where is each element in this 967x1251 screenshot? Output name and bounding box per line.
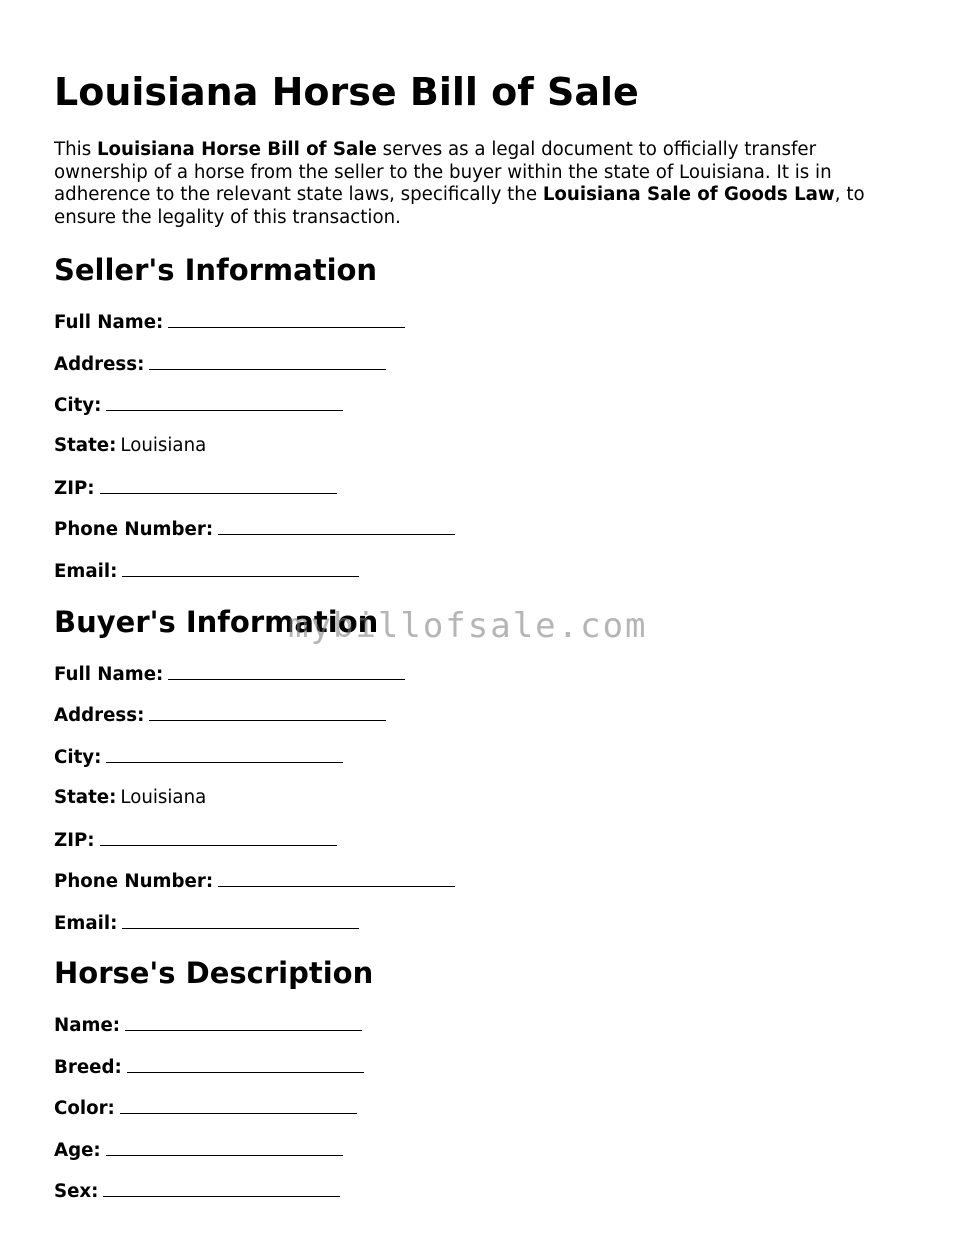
buyer-phone-label: Phone Number: xyxy=(54,871,214,892)
seller-phone-label: Phone Number: xyxy=(54,519,214,540)
horse-name-label: Name: xyxy=(54,1015,121,1036)
buyer-email-field xyxy=(54,911,359,936)
buyer-zip-label: ZIP: xyxy=(54,830,95,851)
seller-email-field xyxy=(54,559,359,584)
seller-address-field xyxy=(54,352,386,377)
buyer-city-field xyxy=(54,745,343,770)
intro-text-3: , to ensure the legality of this transaction. xyxy=(54,184,865,228)
seller-zip-label: ZIP: xyxy=(54,478,95,499)
seller-city-blank[interactable] xyxy=(106,393,343,411)
seller-state-value: Louisiana xyxy=(120,435,207,456)
seller-city-field xyxy=(54,393,343,418)
horse-heading: Horse's Description xyxy=(54,956,374,990)
seller-zip-blank[interactable] xyxy=(100,476,337,494)
horse-name-blank[interactable] xyxy=(125,1013,362,1031)
seller-phone-field xyxy=(54,517,455,542)
intro-bold-2: Louisiana Sale of Goods Law xyxy=(542,184,835,206)
seller-email-blank[interactable] xyxy=(122,559,359,577)
horse-age-blank[interactable] xyxy=(106,1138,343,1156)
buyer-address-field xyxy=(54,703,386,728)
seller-heading: Seller's Information xyxy=(54,253,378,287)
buyer-state-value: Louisiana xyxy=(120,787,207,808)
watermark: mybillofsale.com xyxy=(288,606,648,646)
horse-breed-label: Breed: xyxy=(54,1057,122,1078)
buyer-city-label: City: xyxy=(54,747,102,768)
intro-text-2: serves as a legal document to officially transfer ownership of a horse from the seller to the buyer within the state of Louisiana. It is in adherence to the relevant state laws, specifically the xyxy=(54,139,832,206)
buyer-full-name-blank[interactable] xyxy=(168,662,405,680)
seller-full-name-blank[interactable] xyxy=(168,310,405,328)
buyer-zip-field xyxy=(54,828,337,853)
buyer-full-name-label: Full Name: xyxy=(54,664,164,685)
seller-phone-blank[interactable] xyxy=(218,517,455,535)
buyer-email-label: Email: xyxy=(54,913,118,934)
seller-zip-field xyxy=(54,476,337,501)
intro-bold-1: Louisiana Horse Bill of Sale xyxy=(96,139,377,160)
horse-sex-label: Sex: xyxy=(54,1181,99,1202)
document-title: Louisiana Horse Bill of Sale xyxy=(54,70,639,114)
intro-text-1: This xyxy=(54,139,97,160)
seller-address-blank[interactable] xyxy=(149,352,386,370)
buyer-email-blank[interactable] xyxy=(122,911,359,929)
buyer-phone-blank[interactable] xyxy=(218,869,455,887)
horse-color-label: Color: xyxy=(54,1098,115,1119)
buyer-state-field xyxy=(54,786,206,810)
buyer-full-name-field xyxy=(54,662,405,687)
horse-age-label: Age: xyxy=(54,1140,101,1161)
buyer-heading: Buyer's Information xyxy=(54,605,379,639)
seller-full-name-field xyxy=(54,310,405,335)
horse-sex-field xyxy=(54,1179,340,1204)
intro-paragraph xyxy=(54,139,914,229)
buyer-state-label: State: xyxy=(54,787,117,808)
buyer-phone-field xyxy=(54,869,455,894)
seller-email-label: Email: xyxy=(54,561,118,582)
seller-address-label: Address: xyxy=(54,354,145,375)
horse-color-field xyxy=(54,1096,357,1121)
horse-name-field xyxy=(54,1013,362,1038)
seller-state-label: State: xyxy=(54,435,117,456)
buyer-address-blank[interactable] xyxy=(149,703,386,721)
seller-full-name-label: Full Name: xyxy=(54,312,164,333)
horse-breed-blank[interactable] xyxy=(127,1055,364,1073)
horse-color-blank[interactable] xyxy=(120,1096,357,1114)
seller-state-field xyxy=(54,434,206,458)
buyer-address-label: Address: xyxy=(54,705,145,726)
buyer-city-blank[interactable] xyxy=(106,745,343,763)
seller-city-label: City: xyxy=(54,395,102,416)
horse-sex-blank[interactable] xyxy=(103,1179,340,1197)
buyer-zip-blank[interactable] xyxy=(100,828,337,846)
horse-breed-field xyxy=(54,1055,364,1080)
horse-age-field xyxy=(54,1138,343,1163)
